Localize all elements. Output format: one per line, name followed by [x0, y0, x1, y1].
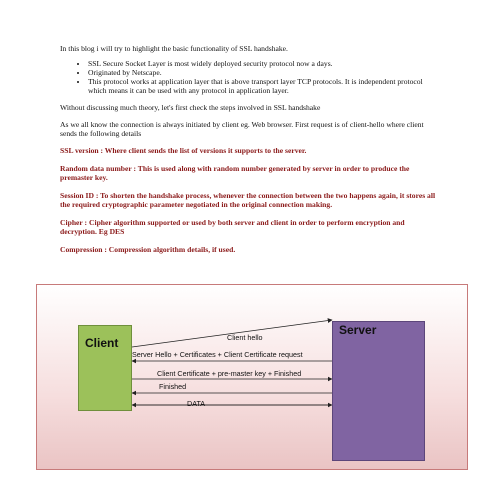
list-item: • SSL Secure Socket Layer is most widely deployed security protocol now a days.	[88, 59, 438, 68]
detail-random-number: Random data number : This is used along with random number generated by server in order to produce the premaster key.	[60, 164, 410, 182]
paragraph-steps: Without discussing much theory, let's first check the steps involved in SSL handshake	[60, 103, 321, 112]
handshake-diagram	[36, 284, 468, 470]
list-item: • Originated by Netscape.	[88, 68, 438, 77]
list-item: • This protocol works at application layer that is above transport layer TCP protocols. It is independent protocol which means it can be used with any protocol in application layer.	[88, 77, 438, 95]
feature-list	[60, 59, 438, 95]
detail-session-id: Session ID : To shorten the handshake process, whenever the connection between the two happens again, it stores all the required cryptographic parameter negotiated in the original connection making.	[60, 191, 436, 209]
client-node	[78, 325, 132, 411]
client-label: Client	[85, 336, 119, 350]
intro-text: In this blog i will try to highlight the basic functionality of SSL handshake.	[60, 44, 288, 53]
message-data: DATA	[187, 399, 206, 408]
message-client-hello: Client hello	[227, 333, 263, 342]
message-server-hello: Server Hello + Certificates + Client Certificate request	[132, 350, 303, 359]
message-client-certificate: Client Certificate + pre-master key + Finished	[157, 369, 302, 378]
blog-document	[60, 44, 438, 263]
paragraph-client-hello: As we all know the connection is always initiated by client eg. Web browser. First request is of client-hello where client sends the following details	[60, 120, 424, 138]
detail-compression: Compression : Compression algorithm details, if used.	[60, 245, 236, 254]
message-finished: Finished	[159, 382, 187, 391]
server-label: Server	[339, 323, 377, 337]
detail-ssl-version: SSL version : Where client sends the list of versions it supports to the server.	[60, 146, 307, 155]
detail-cipher: Cipher : Cipher algorithm supported or used by both server and client in order to perform encryption and decryption. Eg DES	[60, 218, 405, 236]
server-node	[332, 321, 425, 461]
